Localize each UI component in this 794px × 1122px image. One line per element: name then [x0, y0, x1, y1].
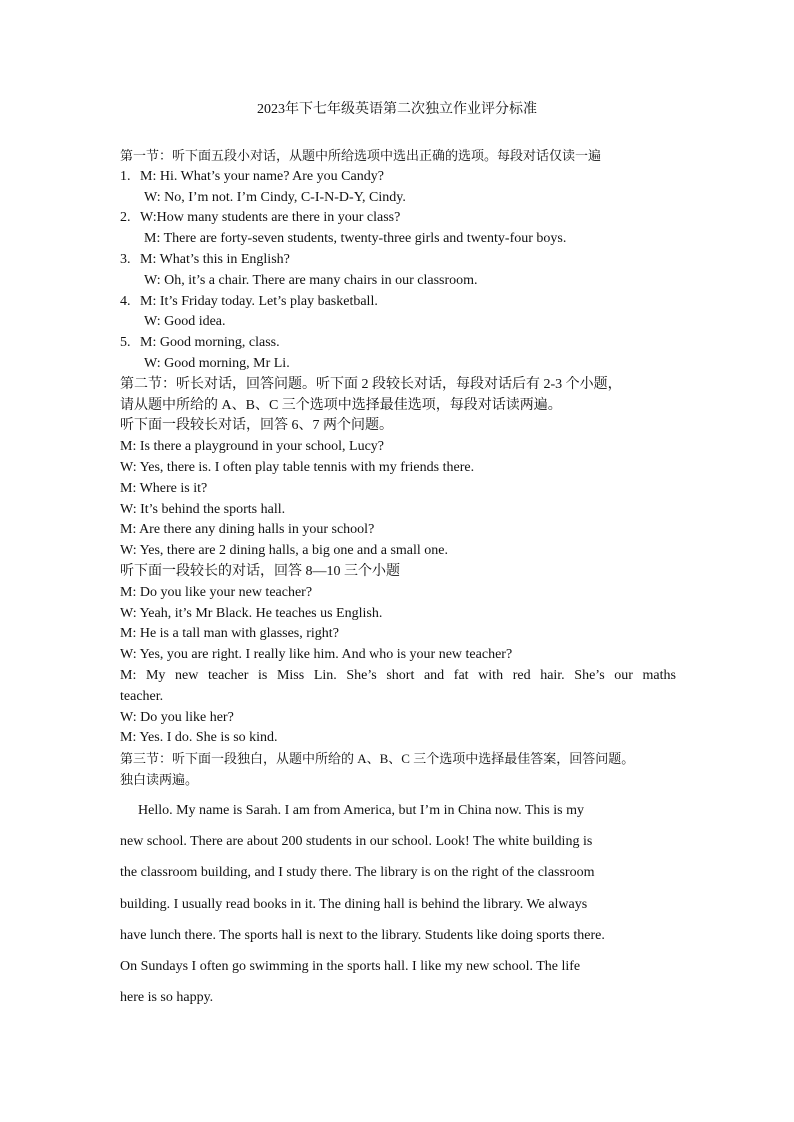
- item-number: 5.: [120, 335, 131, 351]
- section3-heading-line1: 第三节：听下面一段独白，从题中所给的 A、B、C 三个选项中选择最佳答案，回答问题。: [120, 751, 635, 767]
- dialog-line: W: Good morning, Mr Li.: [144, 355, 290, 371]
- dialog-line: W: Yes, there are 2 dining halls, a big one and a small one.: [120, 543, 449, 559]
- passage-line: the classroom building, and I study there. The library is on the right of the classroom: [120, 865, 595, 881]
- dialog-line: M: Hi. What’s your name? Are you Candy?: [140, 168, 384, 184]
- section1-dialog-2: [120, 208, 676, 250]
- section1-dialog-1: [120, 167, 676, 209]
- section2-heading-line1: 第二节：听长对话，回答问题。听下面 2 段较长对话，每段对话后有 2-3 个小题，: [120, 376, 622, 392]
- dialog-line: W: Yeah, it’s Mr Black. He teaches us English.: [120, 605, 383, 621]
- document-body: [120, 146, 676, 1014]
- dialog-line: M: What’s this in English?: [140, 251, 290, 267]
- dialog-line: M: Is there a playground in your school, Lucy?: [120, 439, 384, 455]
- dialog-line: W: Do you like her?: [120, 709, 234, 725]
- passage-line: Hello. My name is Sarah. I am from America, but I’m in China now. This is my: [138, 802, 584, 818]
- section1-dialog-5: [120, 333, 676, 375]
- dialog-line: M: There are forty-seven students, twenty-three girls and twenty-four boys.: [144, 231, 567, 247]
- dialog-line: M: Where is it?: [120, 480, 208, 496]
- section1-dialog-4: [120, 292, 676, 334]
- dialog-line: W: It’s behind the sports hall.: [120, 501, 286, 517]
- dialog-line: teacher.: [120, 688, 164, 704]
- dialog-line: M: It’s Friday today. Let’s play basketball.: [140, 293, 378, 309]
- item-number: 2.: [120, 210, 131, 226]
- dialog-line: W:How many students are there in your class?: [140, 210, 401, 226]
- dialog-line: M: Are there any dining halls in your school?: [120, 522, 375, 538]
- section1-heading: 第一节：听下面五段小对话，从题中所给选项中选出正确的选项。每段对话仅读一遍: [120, 148, 602, 163]
- dialog-line: W: Oh, it’s a chair. There are many chairs in our classroom.: [144, 272, 478, 288]
- dialog1-intro: 听下面一段较长对话，回答 6、7 两个问题。: [120, 418, 393, 434]
- section3-heading-line2: 独白读两遍。: [120, 771, 199, 787]
- item-number: 1.: [120, 168, 131, 184]
- dialog-line: W: Yes, there is. I often play table tennis with my friends there.: [120, 459, 475, 475]
- dialog-line: M: Good morning, class.: [140, 335, 280, 351]
- section2-heading-line2: 请从题中所给的 A、B、C 三个选项中选择最佳选项，每段对话读两遍。: [120, 397, 562, 413]
- passage-line: On Sundays I often go swimming in the sports hall. I like my new school. The life: [120, 959, 581, 975]
- dialog-line: W: Yes, you are right. I really like him. And who is your new teacher?: [120, 647, 513, 663]
- dialog-line: M: Yes. I do. She is so kind.: [120, 730, 278, 746]
- passage-line: here is so happy.: [120, 990, 214, 1006]
- monologue-passage: [120, 795, 676, 1014]
- passage-line: have lunch there. The sports hall is next to the library. Students like doing sports there.: [120, 927, 605, 943]
- passage-line: new school. There are about 200 students in our school. Look! The white building is: [120, 834, 593, 849]
- dialog-line: W: No, I’m not. I’m Cindy, C-I-N-D-Y, Cindy.: [144, 189, 406, 205]
- passage-line: building. I usually read books in it. The dining hall is behind the library. We always: [120, 896, 588, 912]
- dialog-line: W: Good idea.: [144, 314, 226, 330]
- section1-dialog-3: [120, 250, 676, 292]
- document-title: 2023年下七年级英语第二次独立作业评分标准: [257, 102, 537, 117]
- dialog-line: M: Do you like your new teacher?: [120, 584, 313, 600]
- item-number: 4.: [120, 293, 131, 309]
- dialog-line: M: My new teacher is Miss Lin. She’s short and fat with red hair. She’s our maths: [120, 667, 676, 683]
- item-number: 3.: [120, 251, 131, 267]
- dialog2-intro: 听下面一段较长的对话，回答 8—10 三个小题: [120, 563, 400, 579]
- dialog-line: M: He is a tall man with glasses, right?: [120, 626, 339, 642]
